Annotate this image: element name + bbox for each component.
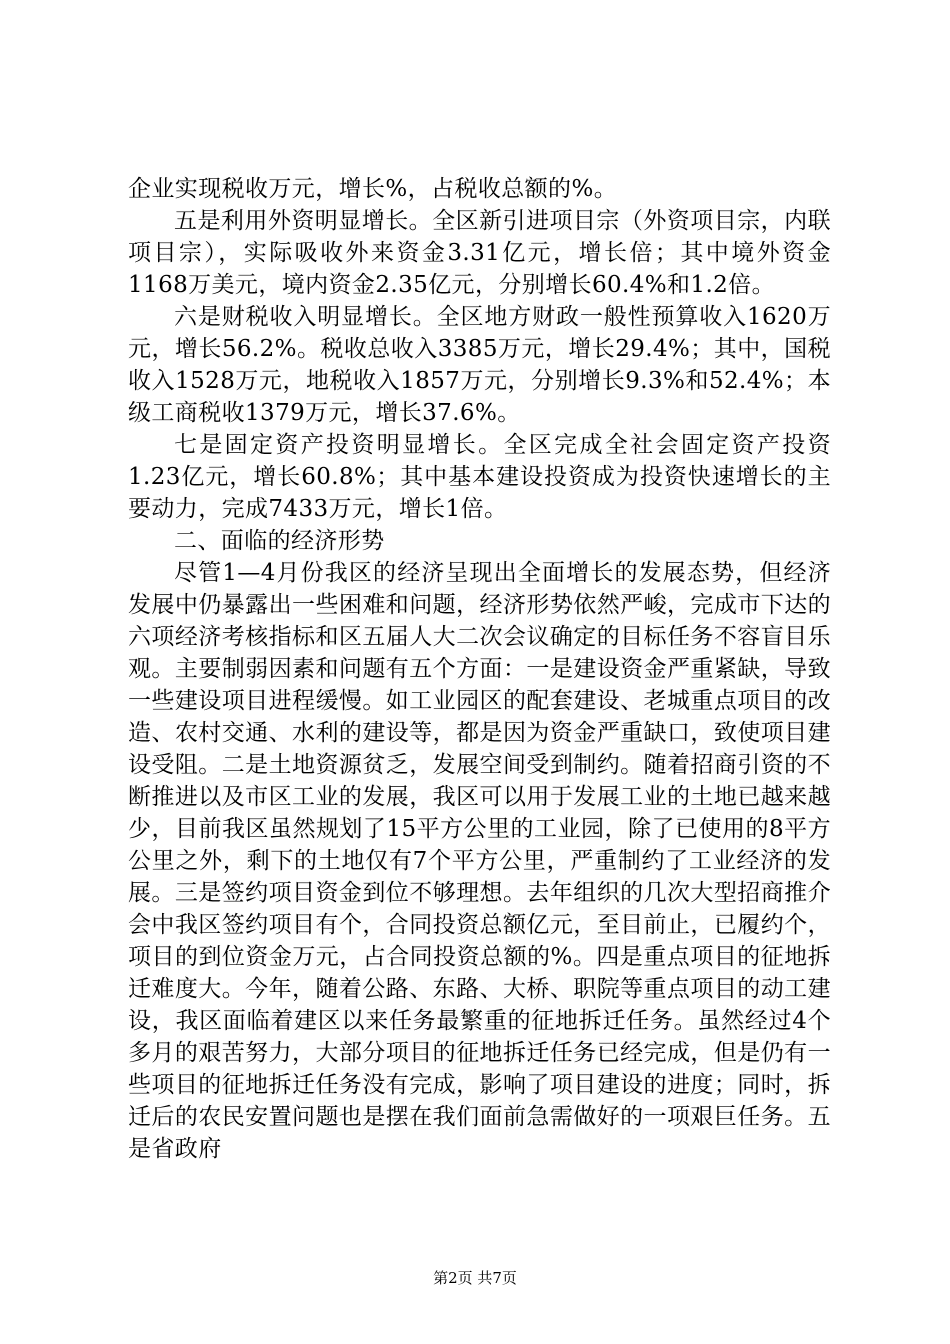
paragraph-continuation: 企业实现税收万元，增长%，占税收总额的%。 [128,176,618,202]
paragraph-fiscal-revenue: 六是财税收入明显增长。全区地方财政一般性预算收入1620万元，增长56.2%。税收总收入3385万元，增长29.4%；其中，国税收入1528万元，地税收入1857万元，分别增长9.3%和52.4%；本级工商税收1379万元，增长37.6%。 [128,304,831,426]
paragraph-fixed-asset-investment: 七是固定资产投资明显增长。全区完成全社会固定资产投资1.23亿元，增长60.8%；其中基本建设投资成为投资快速增长的主要动力，完成7433万元，增长1倍。 [128,432,831,522]
paragraph-foreign-investment: 五是利用外资明显增长。全区新引进项目宗（外资项目宗，内联项目宗），实际吸收外来资金3.31亿元，增长倍；其中境外资金1168万美元，境内资金2.35亿元，分别增长60.4%和1.2倍。 [128,208,831,298]
section-heading: 二、面临的经济形势 [174,528,385,554]
document-body [128,173,831,1165]
paragraph-economic-situation: 尽管1—4月份我区的经济呈现出全面增长的发展态势，但经济发展中仍暴露出一些困难和问题，经济形势依然严峻，完成市下达的六项经济考核指标和区五届人大二次会议确定的目标任务不容盲目乐观。主要制弱因素和问题有五个方面：一是建设资金严重紧缺，导致一些建设项目进程缓慢。如工业园区的配套建设、老城重点项目的改造、农村交通、水利的建设等，都是因为资金严重缺口，致使项目建设受阻。二是土地资源贫乏，发展空间受到制约。随着招商引资的不断推进以及市区工业的发展，我区可以用于发展工业的土地已越来越少，目前我区虽然规划了15平方公里的工业园，除了已使用的8平方公里之外，剩下的土地仅有7个平方公里，严重制约了工业经济的发展。三是签约项目资金到位不够理想。去年组织的几次大型招商推介会中我区签约项目有个，合同投资总额亿元，至目前止，已履约个，项目的到位资金万元，占合同投资总额的%。四是重点项目的征地拆迁难度大。今年，随着公路、东路、大桥、职院等重点项目的动工建设，我区面临着建区以来任务最繁重的征地拆迁任务。虽然经过4个多月的艰苦努力，大部分项目的征地拆迁任务已经完成，但是仍有一些项目的征地拆迁任务没有完成，影响了项目建设的进度；同时，拆迁后的农民安置问题也是摆在我们面前急需做好的一项艰巨任务。五是省政府 [128,560,831,1162]
page-footer: 第2页 共7页 [433,1269,517,1287]
